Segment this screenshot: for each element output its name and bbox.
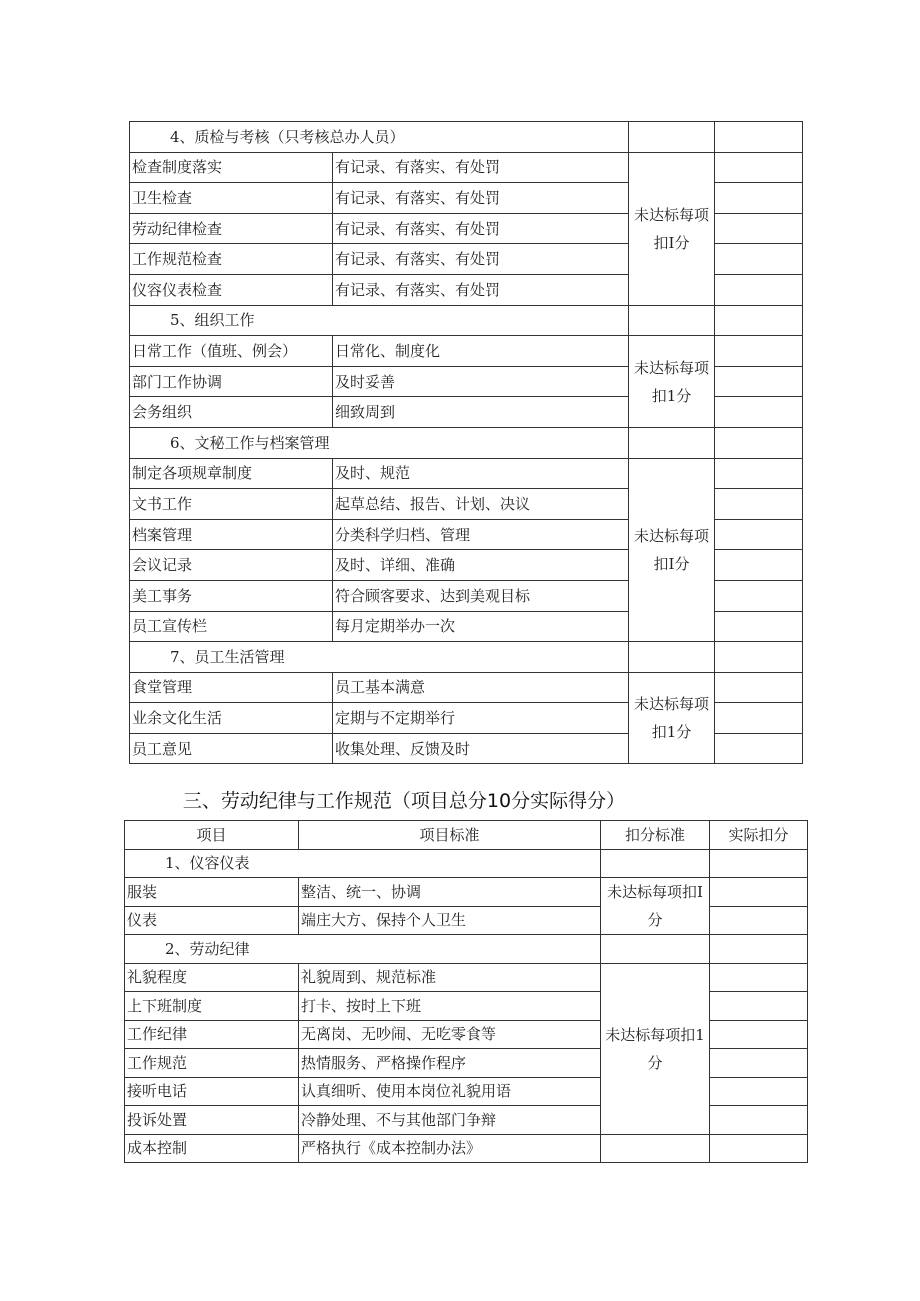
item-cell: 仪表 (125, 906, 299, 935)
item-cell: 卫生检查 (130, 183, 333, 214)
labor-discipline-table (124, 820, 808, 1163)
section3-heading: 三、劳动纪律与工作规范（项目总分10分实际得分） (182, 790, 626, 812)
item-cell: 检查制度落实 (130, 152, 333, 183)
admin-evaluation-table-part1 (129, 121, 803, 764)
deduction-rule: 未达标每项扣Ⅰ分 (629, 152, 715, 305)
standard-cell: 每月定期举办一次 (333, 611, 629, 642)
item-cell: 员工宣传栏 (130, 611, 333, 642)
score-cell[interactable] (710, 1077, 808, 1106)
deduction-cell (601, 1134, 710, 1163)
score-cell[interactable] (715, 611, 803, 642)
section-title: 6、文秘工作与档案管理 (130, 427, 629, 458)
score-cell[interactable] (715, 427, 803, 458)
deduction-cell (601, 935, 710, 964)
standard-cell: 员工基本满意 (333, 672, 629, 703)
item-cell: 接听电话 (125, 1077, 299, 1106)
standard-cell: 收集处理、反馈及时 (333, 733, 629, 764)
score-cell[interactable] (710, 963, 808, 992)
table2-body (125, 849, 808, 1134)
score-cell[interactable] (710, 1134, 808, 1163)
item-cell: 劳动纪律检查 (130, 213, 333, 244)
score-cell[interactable] (710, 878, 808, 907)
item-cell: 业余文化生活 (130, 703, 333, 734)
item-cell: 档案管理 (130, 519, 333, 550)
standard-cell: 有记录、有落实、有处罚 (333, 274, 629, 305)
section-title: 4、质检与考核（只考核总办人员） (130, 122, 629, 153)
section-header-row (130, 122, 803, 153)
standard-cell: 有记录、有落实、有处罚 (333, 152, 629, 183)
item-cell: 投诉处置 (125, 1106, 299, 1135)
score-cell[interactable] (715, 366, 803, 397)
standard-cell: 符合顾客要求、达到美观目标 (333, 580, 629, 611)
section-header-row (130, 427, 803, 458)
section-title: 7、员工生活管理 (130, 642, 629, 673)
section-header-row (125, 849, 808, 878)
score-cell[interactable] (710, 935, 808, 964)
item-cell: 会议记录 (130, 550, 333, 581)
score-cell[interactable] (715, 703, 803, 734)
score-cell[interactable] (715, 122, 803, 153)
item-cell: 美工事务 (130, 580, 333, 611)
deduction-rule: 未达标每项扣Ⅰ分 (629, 458, 715, 642)
standard-cell: 及时、详细、准确 (333, 550, 629, 581)
score-cell[interactable] (715, 458, 803, 489)
standard-cell: 细致周到 (333, 397, 629, 428)
item-cell: 工作规范检查 (130, 244, 333, 275)
item-cell: 员工意见 (130, 733, 333, 764)
table-header-row (125, 821, 808, 850)
item-cell: 食堂管理 (130, 672, 333, 703)
standard-cell: 无离岗、无吵闹、无吃零食等 (299, 1020, 601, 1049)
item-cell: 工作规范 (125, 1049, 299, 1078)
standard-cell: 打卡、按时上下班 (299, 992, 601, 1021)
standard-cell: 认真细听、使用本岗位礼貌用语 (299, 1077, 601, 1106)
header-item: 项目 (125, 821, 299, 850)
item-cell: 礼貌程度 (125, 963, 299, 992)
score-cell[interactable] (710, 1106, 808, 1135)
standard-cell: 有记录、有落实、有处罚 (333, 183, 629, 214)
section-header-row (130, 305, 803, 336)
score-cell[interactable] (710, 992, 808, 1021)
standard-cell: 及时、规范 (333, 458, 629, 489)
score-cell[interactable] (715, 642, 803, 673)
standard-cell: 起草总结、报告、计划、决议 (333, 489, 629, 520)
standard-cell: 整洁、统一、协调 (299, 878, 601, 907)
score-cell[interactable] (715, 244, 803, 275)
deduction-cell (629, 305, 715, 336)
deduction-cell (629, 427, 715, 458)
item-cell: 文书工作 (130, 489, 333, 520)
deduction-rule: 未达标每项扣1分 (629, 336, 715, 428)
score-cell[interactable] (715, 580, 803, 611)
section-header-row (130, 642, 803, 673)
item-cell: 部门工作协调 (130, 366, 333, 397)
standard-cell: 热情服务、严格操作程序 (299, 1049, 601, 1078)
table-row (130, 152, 803, 183)
header-deduction: 扣分标准 (601, 821, 710, 850)
standard-cell: 分类科学归档、管理 (333, 519, 629, 550)
table1-body (130, 122, 803, 764)
standard-cell: 礼貌周到、规范标准 (299, 963, 601, 992)
standard-cell: 端庄大方、保持个人卫生 (299, 906, 601, 935)
section-title: 5、组织工作 (130, 305, 629, 336)
score-cell[interactable] (710, 1020, 808, 1049)
score-cell[interactable] (715, 274, 803, 305)
score-cell[interactable] (710, 906, 808, 935)
table-row (130, 672, 803, 703)
score-cell[interactable] (715, 152, 803, 183)
table-row (130, 458, 803, 489)
score-cell[interactable] (715, 489, 803, 520)
header-actual: 实际扣分 (710, 821, 808, 850)
deduction-cell (629, 642, 715, 673)
standard-cell: 及时妥善 (333, 366, 629, 397)
score-cell[interactable] (715, 550, 803, 581)
standard-cell: 严格执行《成本控制办法》 (299, 1134, 601, 1163)
item-cell: 日常工作（值班、例会） (130, 336, 333, 367)
standard-cell: 有记录、有落实、有处罚 (333, 244, 629, 275)
section-title: 2、劳动纪律 (125, 935, 601, 964)
item-cell: 工作纪律 (125, 1020, 299, 1049)
deduction-rule: 未达标每项扣Ⅰ分 (601, 878, 710, 935)
score-cell[interactable] (715, 733, 803, 764)
table-row (125, 1134, 808, 1163)
deduction-cell (629, 122, 715, 153)
deduction-rule: 未达标每项扣1分 (629, 672, 715, 764)
score-cell[interactable] (715, 183, 803, 214)
table-row (125, 878, 808, 907)
item-cell: 仪容仪表检查 (130, 274, 333, 305)
table-row (130, 336, 803, 367)
score-cell[interactable] (710, 849, 808, 878)
score-cell[interactable] (715, 672, 803, 703)
score-cell[interactable] (715, 397, 803, 428)
deduction-cell (601, 849, 710, 878)
section-header-row (125, 935, 808, 964)
item-cell: 会务组织 (130, 397, 333, 428)
standard-cell: 日常化、制度化 (333, 336, 629, 367)
standard-cell: 冷静处理、不与其他部门争辩 (299, 1106, 601, 1135)
item-cell: 制定各项规章制度 (130, 458, 333, 489)
section-title: 1、仪容仪表 (125, 849, 601, 878)
item-cell: 成本控制 (125, 1134, 299, 1163)
score-cell[interactable] (715, 519, 803, 550)
standard-cell: 有记录、有落实、有处罚 (333, 213, 629, 244)
score-cell[interactable] (715, 336, 803, 367)
deduction-rule: 未达标每项扣1分 (601, 963, 710, 1134)
header-standard: 项目标准 (299, 821, 601, 850)
item-cell: 服装 (125, 878, 299, 907)
score-cell[interactable] (715, 213, 803, 244)
score-cell[interactable] (715, 305, 803, 336)
score-cell[interactable] (710, 1049, 808, 1078)
standard-cell: 定期与不定期举行 (333, 703, 629, 734)
item-cell: 上下班制度 (125, 992, 299, 1021)
table-row (125, 963, 808, 992)
